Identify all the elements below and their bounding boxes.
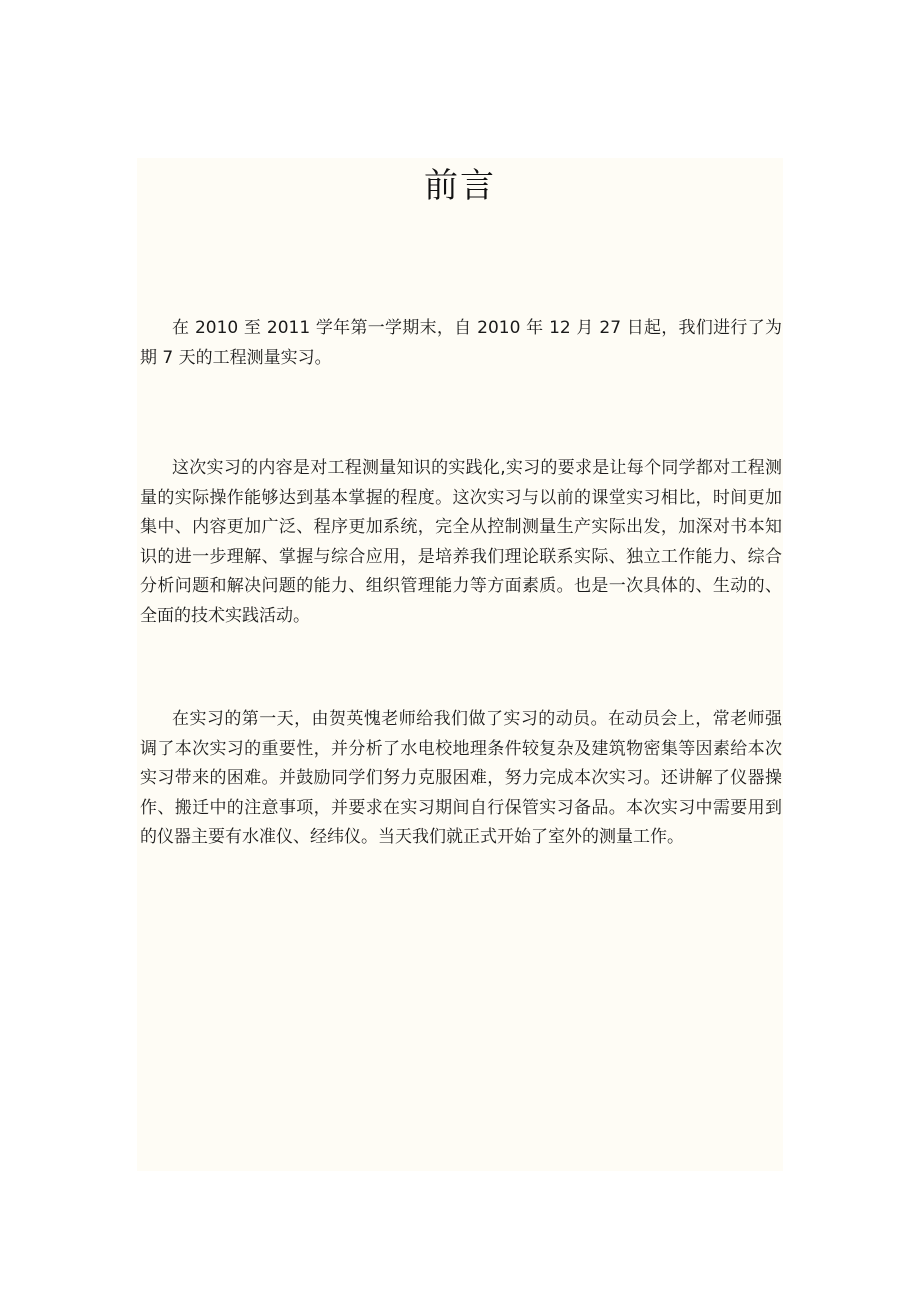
page-title: 前言 <box>424 166 496 206</box>
page-panel <box>137 158 783 1171</box>
paragraph-3: 在实习的第一天，由贺英愧老师给我们做了实习的动员。在动员会上，常老师强调了本次实习的重要性，并分析了水电校地理条件较复杂及建筑物密集等因素给本次实习带来的困难。并鼓励同学们努力克服困难，努力完成本次实习。还讲解了仪器操作、搬迁中的注意事项，并要求在实习期间自行保管实习备品。本次实习中需要用到的仪器主要有水准仪、经纬仪。当天我们就正式开始了室外的测量工作。 <box>140 709 782 847</box>
paragraph-1: 在 2010 至 2011 学年第一学期末，自 2010 年 12 月 27 日起，我们进行了为期 7 天的工程测量实习。 <box>140 318 782 368</box>
paragraph-2: 这次实习的内容是对工程测量知识的实践化,实习的要求是让每个同学都对工程测量的实际操作能够达到基本掌握的程度。这次实习与以前的课堂实习相比，时间更加集中、内容更加广泛、程序更加系统，完全从控制测量生产实际出发，加深对书本知识的进一步理解、掌握与综合应用，是培养我们理论联系实际、独立工作能力、综合分析问题和解决问题的能力、组织管理能力等方面素质。也是一次具体的、生动的、全面的技术实践活动。 <box>140 458 782 626</box>
